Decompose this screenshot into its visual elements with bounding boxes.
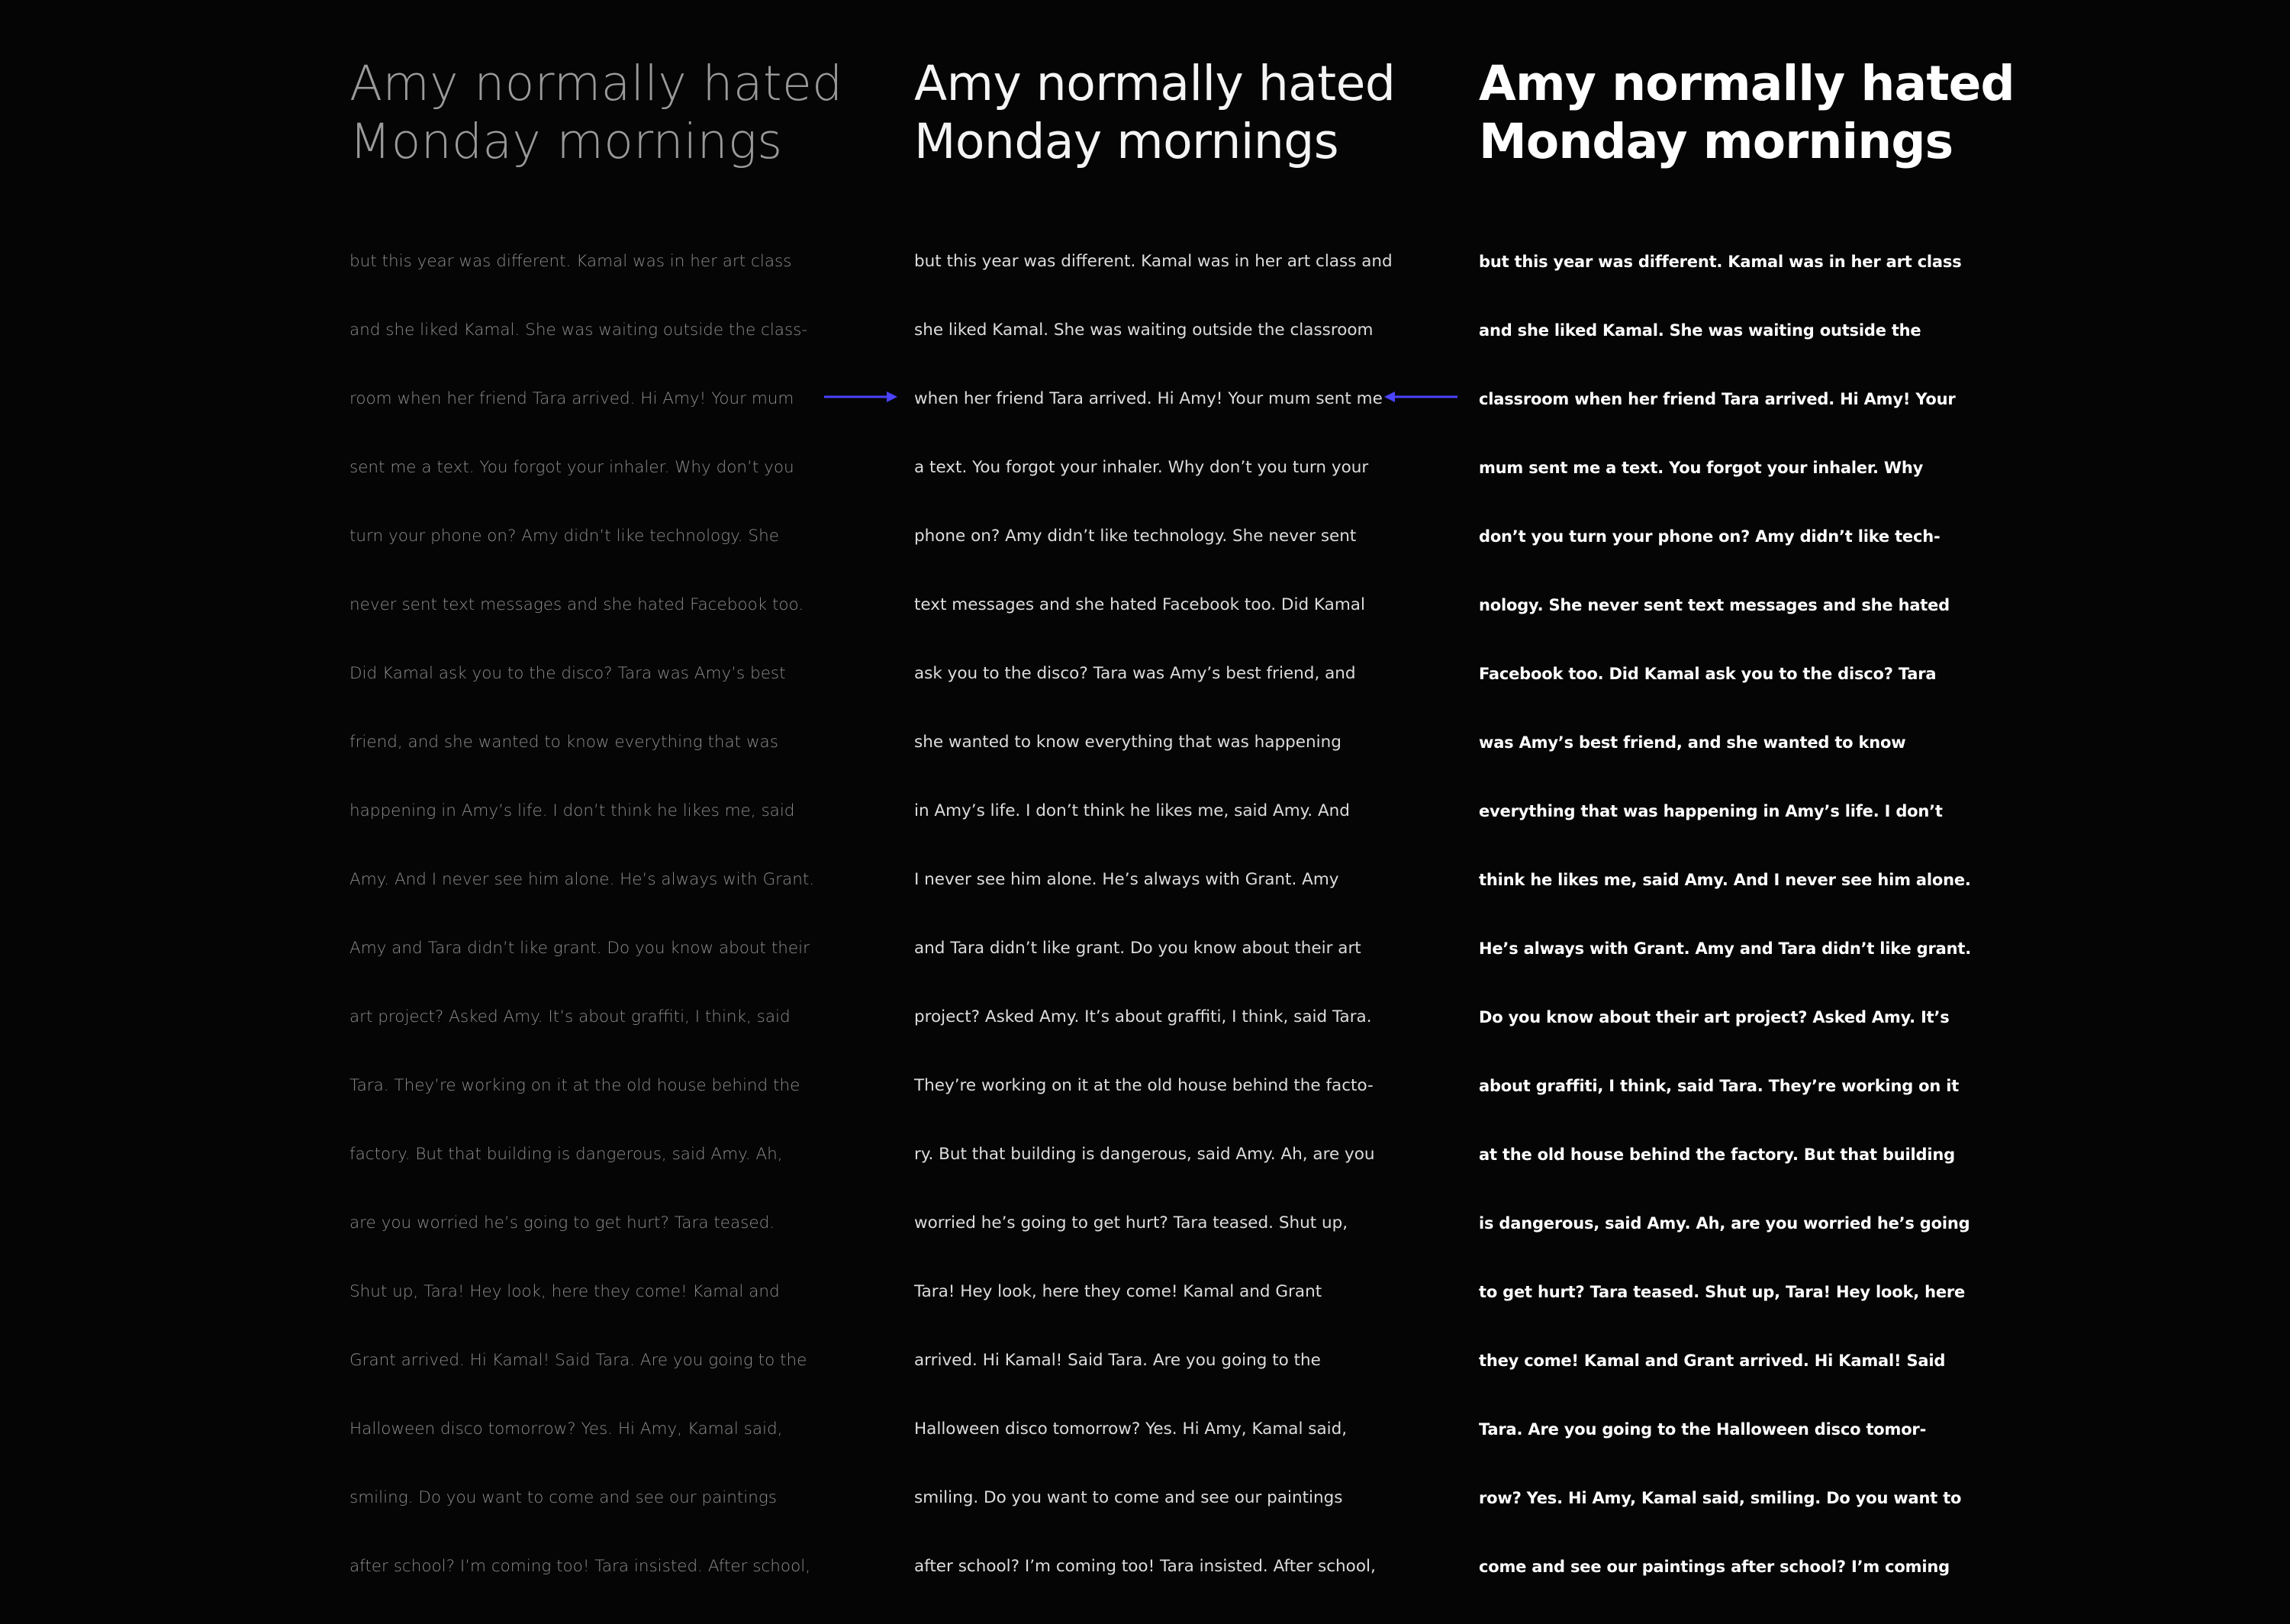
body-line: at the old house behind the factory. But that building <box>1479 1146 1955 1164</box>
specimen-regular-title <box>914 55 1396 171</box>
arrow-left-icon <box>1383 389 1459 404</box>
body-line: ry. But that building is dangerous, said Amy. Ah, are you <box>914 1145 1375 1164</box>
body-line: everything that was happening in Amy’s life. I don’t <box>1479 802 1943 820</box>
body-line: she wanted to know everything that was happening <box>914 733 1341 752</box>
specimen-thin <box>349 55 843 1576</box>
title-line: Monday mornings <box>914 114 1339 169</box>
body-line: mum sent me a text. You forgot your inhaler. Why <box>1479 459 1924 477</box>
body-line: smiling. Do you want to come and see our paintings <box>914 1488 1343 1507</box>
body-line: Tara. Are you going to the Halloween disco tomor- <box>1479 1420 1927 1439</box>
specimen-bold <box>1479 55 2015 1576</box>
specimen-regular <box>914 55 1396 1576</box>
body-line: turn your phone on? Amy didn’t like technology. She <box>349 527 779 546</box>
body-line: don’t you turn your phone on? Amy didn’t like tech- <box>1479 527 1941 546</box>
specimen-regular-body <box>914 205 1393 1624</box>
body-line: after school? I’m coming too! Tara insisted. After school, <box>914 1557 1376 1576</box>
specimen-bold-body <box>1479 205 1971 1624</box>
body-line: Did Kamal ask you to the disco? Tara was Amy’s best <box>349 664 786 683</box>
body-line: and she liked Kamal. She was waiting outside the class- <box>349 321 808 340</box>
body-line: a text. You forgot your inhaler. Why don’t you turn your <box>914 458 1369 477</box>
body-line: classroom when her friend Tara arrived. Hi Amy! Your <box>1479 390 1956 408</box>
body-line: was Amy’s best friend, and she wanted to know <box>1479 733 1906 752</box>
body-line: row? Yes. Hi Amy, Kamal said, smiling. Do you want to <box>1479 1489 1962 1507</box>
body-line: Amy. And I never see him alone. He’s always with Grant. <box>349 870 815 889</box>
specimen-thin-title <box>349 55 843 171</box>
body-line: Do you know about their art project? Asked Amy. It’s <box>1479 1008 1950 1026</box>
body-line: happening in Amy’s life. I don’t think he likes me, said <box>349 801 795 820</box>
body-line: project? Asked Amy. It’s about graffiti, I think, said Tara. <box>914 1007 1372 1026</box>
body-line: she liked Kamal. She was waiting outside the classroom <box>914 321 1374 340</box>
title-line: Amy normally hated <box>914 56 1396 111</box>
body-line: Grant arrived. Hi Kamal! Said Tara. Are you going to the <box>349 1351 807 1370</box>
body-line: text messages and she hated Facebook too. Did Kamal <box>914 595 1365 614</box>
body-line: He’s always with Grant. Amy and Tara didn’t like grant. <box>1479 939 1971 958</box>
body-line: in Amy’s life. I don’t think he likes me, said Amy. And <box>914 801 1350 820</box>
body-line: never sent text messages and she hated Facebook too. <box>349 595 804 614</box>
body-line: and she liked Kamal. She was waiting outside the <box>1479 321 1921 340</box>
body-line: nology. She never sent text messages and she hated <box>1479 596 1950 614</box>
body-line: about graffiti, I think, said Tara. They’re working on it <box>1479 1077 1960 1095</box>
body-line: I never see him alone. He’s always with Grant. Amy <box>914 870 1339 889</box>
title-line: Monday mornings <box>349 114 783 169</box>
body-line: Halloween disco tomorrow? Yes. Hi Amy, Kamal said, <box>914 1419 1348 1439</box>
body-line: come and see our paintings after school? I’m coming <box>1479 1558 1950 1576</box>
body-line: They’re working on it at the old house behind the facto- <box>914 1076 1374 1095</box>
specimen-bold-title <box>1479 55 2015 171</box>
body-line: after school? I’m coming too! Tara insisted. After school, <box>349 1557 811 1576</box>
body-line: Halloween disco tomorrow? Yes. Hi Amy, Kamal said, <box>349 1419 783 1439</box>
title-line: Monday mornings <box>1479 114 1953 169</box>
body-line: but this year was different. Kamal was in her art class <box>1479 253 1962 271</box>
body-line: is dangerous, said Amy. Ah, are you worried he’s going <box>1479 1214 1970 1232</box>
body-line: Tara. They’re working on it at the old house behind the <box>349 1076 800 1095</box>
body-line: art project? Asked Amy. It’s about graffiti, I think, said <box>349 1007 791 1026</box>
body-line: they come! Kamal and Grant arrived. Hi Kamal! Said <box>1479 1352 1946 1370</box>
body-line: friend, and she wanted to know everything that was <box>349 733 778 752</box>
arrow-right-icon <box>823 389 899 404</box>
title-line: Amy normally hated <box>1479 56 2015 111</box>
body-line: phone on? Amy didn’t like technology. She never sent <box>914 527 1357 546</box>
title-line: Amy normally hated <box>349 56 843 111</box>
body-line: sent me a text. You forgot your inhaler. Why don’t you <box>349 458 794 477</box>
body-line: room when her friend Tara arrived. Hi Amy! Your mum <box>349 389 794 408</box>
body-line: think he likes me, said Amy. And I never see him alone. <box>1479 871 1971 889</box>
body-line: and Tara didn’t like grant. Do you know about their art <box>914 939 1361 958</box>
body-line: to get hurt? Tara teased. Shut up, Tara! Hey look, here <box>1479 1283 1966 1301</box>
body-line: Facebook too. Did Kamal ask you to the disco? Tara <box>1479 665 1937 683</box>
specimen-thin-body <box>349 205 814 1624</box>
body-line: Tara! Hey look, here they come! Kamal and Grant <box>914 1282 1322 1301</box>
body-line: but this year was different. Kamal was in her art class <box>349 252 792 271</box>
body-line: worried he’s going to get hurt? Tara teased. Shut up, <box>914 1213 1348 1232</box>
body-line: ask you to the disco? Tara was Amy’s best friend, and <box>914 664 1356 683</box>
body-line: arrived. Hi Kamal! Said Tara. Are you going to the <box>914 1351 1321 1370</box>
body-line: but this year was different. Kamal was in her art class and <box>914 252 1393 271</box>
body-line: Amy and Tara didn’t like grant. Do you know about their <box>349 939 810 958</box>
body-line: when her friend Tara arrived. Hi Amy! Your mum sent me <box>914 389 1383 408</box>
body-line: smiling. Do you want to come and see our paintings <box>349 1488 777 1507</box>
body-line: are you worried he’s going to get hurt? Tara teased. <box>349 1213 775 1232</box>
body-line: Shut up, Tara! Hey look, here they come! Kamal and <box>349 1282 780 1301</box>
body-line: factory. But that building is dangerous, said Amy. Ah, <box>349 1145 783 1164</box>
